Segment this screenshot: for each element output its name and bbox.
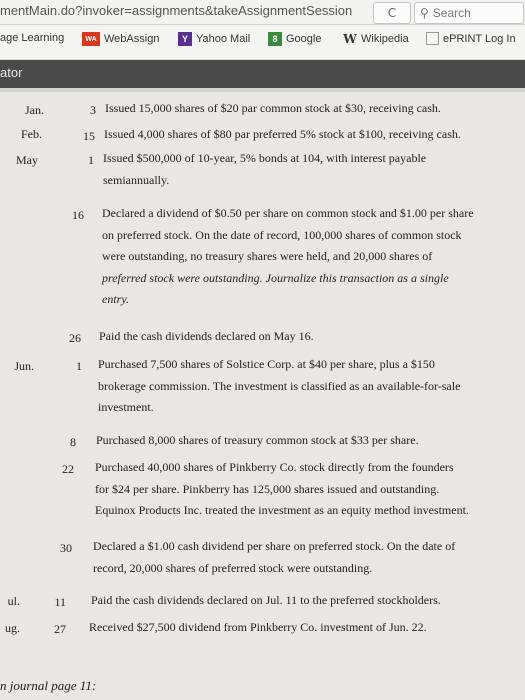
description-line: brokerage commission. The investment is classified as an available-for-sale xyxy=(98,378,461,393)
webassign-icon: WA xyxy=(82,32,100,46)
description-line: Equinox Products Inc. treated the investment as an equity method investment. xyxy=(95,503,469,517)
url-text[interactable]: mentMain.do?invoker=assignments&takeAssignmentSession xyxy=(0,3,353,18)
description-line: were outstanding, no treasury shares were held, and 20,000 shares of xyxy=(102,249,433,263)
transaction-description xyxy=(95,457,469,522)
bookmark-google[interactable] xyxy=(268,32,321,46)
transaction-description xyxy=(102,203,474,311)
description-line: Purchased 7,500 shares of Solstice Corp. at $40 per share, plus a $150 xyxy=(98,357,435,371)
transaction-day: 11 xyxy=(54,595,66,609)
transaction-description xyxy=(99,326,314,348)
transaction-month: Feb. xyxy=(21,127,42,141)
search-placeholder: Search xyxy=(432,6,471,20)
browser-url-bar[interactable] xyxy=(0,0,525,25)
bookmark-label: Wikipedia xyxy=(361,33,409,45)
google-icon: 8 xyxy=(268,32,282,46)
transaction-day: 1 xyxy=(76,359,82,373)
bookmark-eprint[interactable] xyxy=(426,32,516,45)
bookmark-label: age Learning xyxy=(0,32,65,44)
description-line: investment. xyxy=(98,400,154,414)
transaction-day: 30 xyxy=(60,541,72,555)
description-line: Paid the cash dividends declared on Jul. 11 to the preferred stockholders. xyxy=(91,593,441,607)
bookmark-label: WebAssign xyxy=(104,33,160,45)
header-divider xyxy=(0,88,525,92)
bookmarks-bar xyxy=(0,25,525,60)
bookmark-yahoo-mail[interactable] xyxy=(178,32,250,46)
journal-page-label: n journal page 11: xyxy=(0,678,97,693)
description-line: for $24 per share. Pinkberry has 125,000 shares issued and outstanding. xyxy=(95,481,440,496)
transaction-description xyxy=(105,98,441,120)
transaction-description xyxy=(96,430,419,452)
transaction-description xyxy=(93,536,455,579)
transaction-day: 1 xyxy=(88,153,94,167)
description-line: Purchased 40,000 shares of Pinkberry Co. stock directly from the founders xyxy=(95,460,454,474)
description-line: Received $27,500 dividend from Pinkberry Co. investment of Jun. 22. xyxy=(89,620,427,634)
transaction-description xyxy=(98,354,460,419)
search-icon: ⚲ xyxy=(420,6,429,20)
description-line: Declared a $1.00 cash dividend per share on preferred stock. On the date of xyxy=(93,539,456,553)
page-header-title: ator xyxy=(0,65,23,80)
bookmark-folder-icon xyxy=(426,32,439,45)
bookmark-wikipedia[interactable] xyxy=(343,32,409,46)
bookmark-label: Yahoo Mail xyxy=(196,33,251,45)
description-line: preferred stock were outstanding. Journalize this transaction as a single xyxy=(102,270,449,285)
search-input[interactable] xyxy=(414,2,524,24)
description-line: Paid the cash dividends declared on May 16. xyxy=(99,329,314,343)
bookmark-cengage-learning[interactable] xyxy=(0,32,64,44)
transaction-day: 8 xyxy=(70,435,76,449)
transaction-day: 26 xyxy=(69,331,81,345)
description-line: record, 20,000 shares of preferred stock were outstanding. xyxy=(93,560,373,575)
transaction-description xyxy=(89,617,427,639)
wikipedia-icon: W xyxy=(343,32,357,46)
transaction-month: Jun. xyxy=(14,359,34,373)
description-line: Purchased 8,000 shares of treasury common stock at $33 per share. xyxy=(96,433,419,447)
page-header-bar xyxy=(0,60,525,88)
bookmark-label: ePRINT Log In xyxy=(443,32,516,45)
description-line: semiannually. xyxy=(103,172,170,187)
description-line: entry. xyxy=(102,292,129,306)
transaction-month: May xyxy=(16,153,38,167)
transaction-day: 3 xyxy=(90,103,96,117)
transaction-description xyxy=(91,590,441,612)
transaction-day: 15 xyxy=(83,129,95,143)
transaction-description xyxy=(104,124,461,146)
description-line: Declared a dividend of $0.50 per share on common stock and $1.00 per share xyxy=(102,206,474,220)
bookmark-webassign[interactable] xyxy=(82,32,159,46)
description-line: Issued 4,000 shares of $80 par preferred 5% stock at $100, receiving cash. xyxy=(104,127,461,141)
transaction-month: ul. xyxy=(7,594,20,608)
transaction-day: 22 xyxy=(62,462,74,476)
description-line: Issued $500,000 of 10-year, 5% bonds at 104, with interest payable xyxy=(103,151,427,165)
transaction-description xyxy=(103,148,426,191)
description-line: on preferred stock. On the date of record, 100,000 shares of common stock xyxy=(102,227,462,242)
yahoo-icon: Y xyxy=(178,32,192,46)
reload-button[interactable]: C xyxy=(373,2,411,24)
transaction-day: 16 xyxy=(72,208,84,222)
description-line: Issued 15,000 shares of $20 par common stock at $30, receiving cash. xyxy=(105,101,441,115)
bookmark-label: Google xyxy=(286,33,322,45)
transaction-day: 27 xyxy=(54,622,66,636)
transaction-month: Jan. xyxy=(25,103,44,117)
transaction-month: ug. xyxy=(5,621,20,635)
